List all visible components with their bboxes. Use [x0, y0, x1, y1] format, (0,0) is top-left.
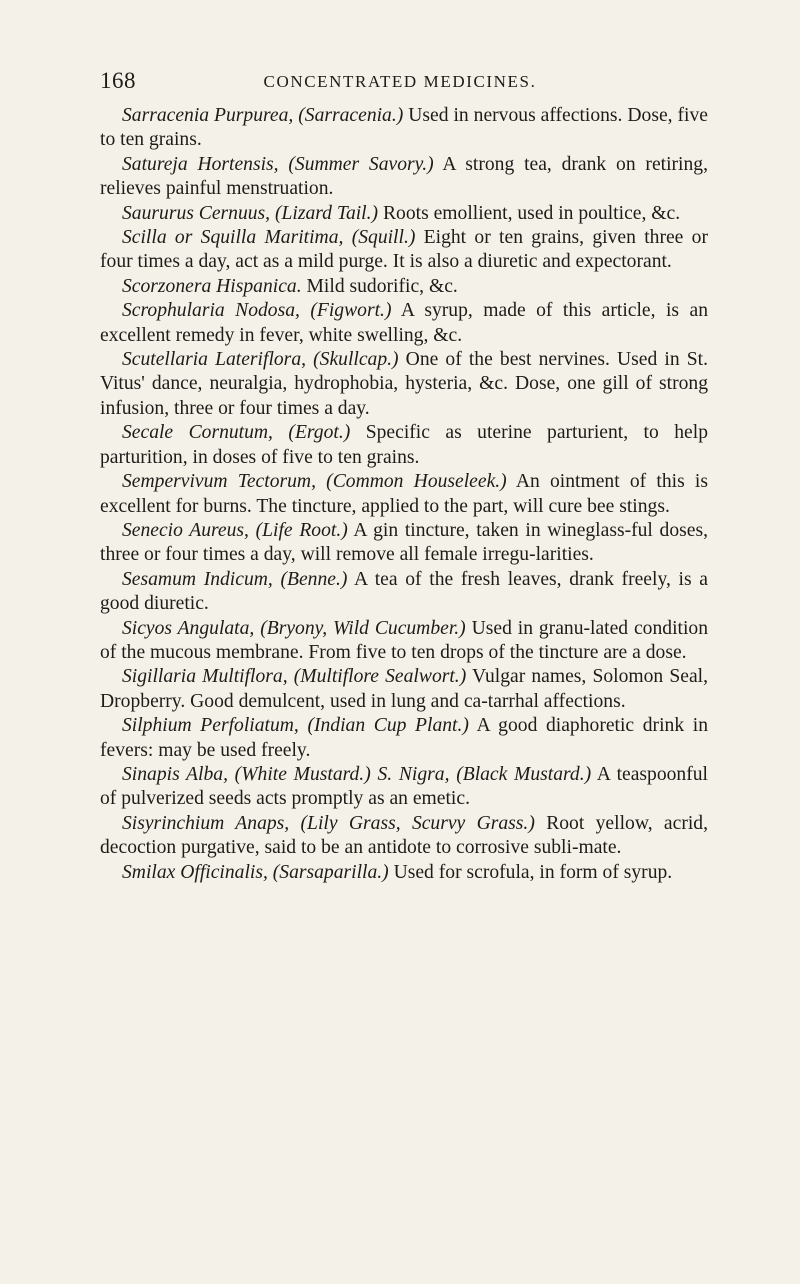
- entry-name: Sicyos Angulata, (Bryony, Wild Cucumber.): [122, 617, 466, 639]
- entry-name: Scilla or Squilla Maritima, (Squill.): [122, 227, 416, 249]
- entry-text: A syrup, made of this article, is an excellent remedy in fever, white swelling, &c.: [100, 300, 708, 346]
- entry-text: A tea of the fresh leaves, drank freely, is a good diuretic.: [100, 568, 708, 615]
- entry-name: Sesamum Indicum, (Benne.): [122, 568, 348, 590]
- entry-text: Roots emollient, used in poultice, &c.: [378, 202, 681, 224]
- entry: [100, 275, 708, 299]
- entry-text: A good diaphoretic drink in fevers: may be used freely.: [100, 715, 708, 761]
- entry-list: [100, 104, 708, 885]
- entry: [100, 861, 708, 885]
- entry: [100, 202, 708, 226]
- entry-name: Senecio Aureus, (Life Root.): [122, 519, 348, 541]
- entry: [100, 299, 708, 348]
- entry-text: One of the best nervines. Used in St. Vitus' dance, neuralgia, hydrophobia, hysteria, &c. Dose, one gill of strong infusion, three or four times a day.: [100, 349, 708, 419]
- entry-text: Used for scrofula, in form of syrup.: [388, 861, 673, 883]
- entry: [100, 617, 708, 666]
- entry: [100, 348, 708, 421]
- page-number: 168: [100, 68, 136, 93]
- entry-text: Used in granu-lated condition of the mucous membrane. From five to ten drops of the tincture are a dose.: [100, 617, 708, 663]
- entry-text: Root yellow, acrid, decoction purgative, said to be an antidote to corrosive subli-mate.: [100, 812, 708, 859]
- entry-text: A gin tincture, taken in wineglass-ful doses, three or four times a day, will remove all female irregu-larities.: [100, 519, 708, 566]
- entry-name: Sarracenia Purpurea, (Sarracenia.): [122, 105, 404, 126]
- running-head: CONCENTRATED MEDICINES.: [263, 72, 537, 91]
- entry-text: Specific as uterine parturient, to help parturition, in doses of five to ten grains.: [100, 422, 708, 468]
- entry-text: A strong tea, drank on retiring, relieves painful menstruation.: [100, 153, 708, 200]
- entry-text: Vulgar names, Solomon Seal, Dropberry. Good demulcent, used in lung and ca-tarrhal affections.: [100, 666, 708, 712]
- entry-text: Used in nervous affections. Dose, five to ten grains.: [100, 105, 708, 151]
- entry-name: Scrophularia Nodosa, (Figwort.): [122, 300, 392, 322]
- entry-name: Scorzonera Hispanica.: [122, 275, 302, 297]
- entry-name: Satureja Hortensis, (Summer Savory.): [122, 153, 434, 175]
- page-header: [100, 68, 700, 108]
- entry-name: Secale Cornutum, (Ergot.): [122, 422, 351, 444]
- entry: [100, 153, 708, 202]
- entry-name: Sinapis Alba, (White Mustard.) S. Nigra, (Black Mustard.): [122, 763, 592, 785]
- entry: [100, 665, 708, 714]
- entry: [100, 470, 708, 519]
- entry: [100, 714, 708, 763]
- entry: [100, 421, 708, 470]
- entry-text: Eight or ten grains, given three or four times a day, act as a mild purge. It is also a diuretic and expectorant.: [100, 227, 709, 273]
- entry-text: An ointment of this is excellent for burns. The tincture, applied to the part, will cure bee stings.: [100, 471, 708, 517]
- entry-name: Sigillaria Multiflora, (Multiflore Sealwort.): [122, 666, 467, 688]
- entry-text: Mild sudorific, &c.: [301, 275, 458, 297]
- entry: [100, 519, 708, 568]
- entry-name: Smilax Officinalis, (Sarsaparilla.): [122, 861, 389, 883]
- entry-name: Scutellaria Lateriflora, (Skullcap.): [122, 349, 399, 371]
- entry: [100, 226, 708, 275]
- entry-name: Silphium Perfoliatum, (Indian Cup Plant.): [122, 715, 469, 737]
- entry-text: A teaspoonful of pulverized seeds acts promptly as an emetic.: [100, 763, 708, 810]
- entry-name: Sempervivum Tectorum, (Common Houseleek.): [122, 471, 507, 493]
- entry: [100, 104, 708, 153]
- entry: [100, 568, 708, 617]
- entry-name: Sisyrinchium Anaps, (Lily Grass, Scurvy Grass.): [122, 812, 535, 834]
- entry: [100, 763, 708, 812]
- entry: [100, 812, 708, 861]
- entry-name: Saururus Cernuus, (Lizard Tail.): [122, 202, 379, 224]
